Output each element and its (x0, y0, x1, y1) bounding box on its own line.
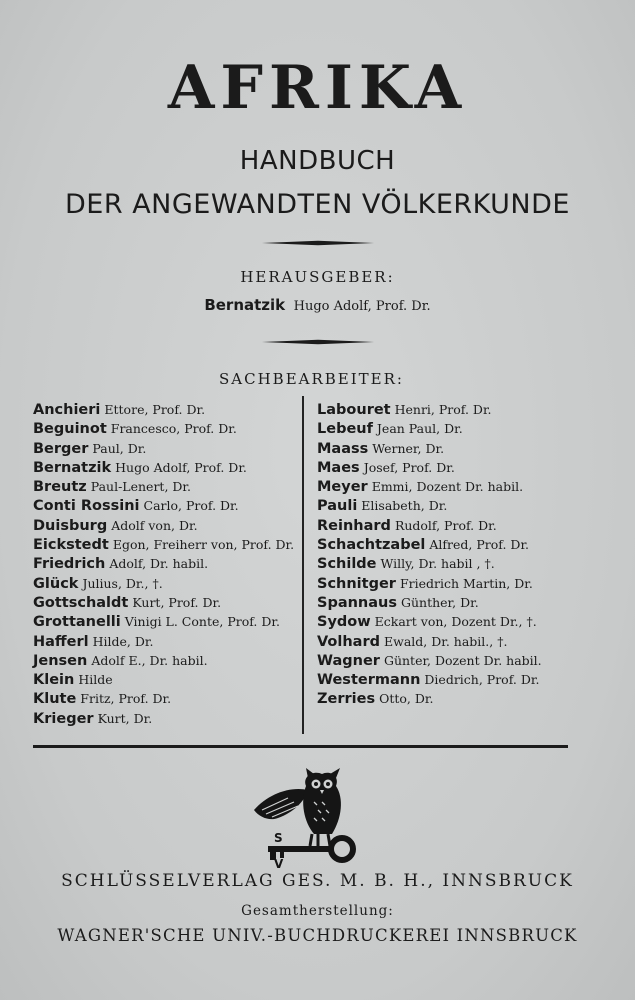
contributor-entry (317, 535, 617, 554)
contributor-entry (33, 651, 298, 670)
contributor-entry (317, 496, 617, 515)
contributor-entry (317, 554, 617, 573)
contributor-entry (317, 458, 617, 477)
contributor-surname: Meyer (317, 479, 368, 496)
contributor-surname: Wagner (317, 652, 380, 669)
herausgeber-surname: Bernatzik (204, 296, 286, 314)
contributors-right-column (317, 400, 617, 709)
contributor-details: Rudolf, Prof. Dr. (394, 517, 497, 533)
contributor-details: Ewald, Dr. habil., †. (384, 633, 508, 649)
contributor-entry (33, 458, 298, 477)
contributor-entry (33, 670, 298, 689)
contributor-entry (317, 689, 617, 708)
subtitle-voelkerkunde: DER ANGEWANDTEN VÖLKERKUNDE (65, 189, 570, 220)
subtitle-handbuch: HANDBUCH (239, 146, 396, 176)
contributor-surname: Klute (33, 691, 77, 708)
contributor-entry (33, 554, 298, 573)
gesamtherstellung-label: Gesamtherstellung: (241, 903, 394, 919)
contributor-entry (317, 574, 617, 593)
contributor-surname: Schachtzabel (317, 537, 426, 554)
contributor-details: Fritz, Prof. Dr. (80, 691, 172, 707)
contributor-surname: Labouret (317, 402, 391, 418)
svg-text:V: V (274, 857, 284, 868)
contributor-entry (33, 535, 298, 554)
svg-text:S: S (274, 831, 283, 845)
contributor-surname: Krieger (33, 710, 94, 727)
contributor-entry (33, 496, 298, 515)
contributor-details: Diedrich, Prof. Dr. (424, 672, 540, 688)
contributor-surname: Eickstedt (33, 537, 109, 554)
contributor-surname: Gottschaldt (33, 594, 129, 611)
contributor-entry (33, 593, 298, 612)
contributor-entry (33, 709, 298, 728)
contributor-details: Willy, Dr. habil , †. (380, 556, 495, 572)
contributor-details: Paul, Dr. (92, 440, 147, 456)
contributor-entry (33, 612, 298, 631)
contributor-surname: Maes (317, 459, 360, 476)
contributor-surname: Reinhard (317, 517, 391, 534)
contributor-details: Emmi, Dozent Dr. habil. (371, 479, 524, 495)
contributor-details: Adolf E., Dr. habil. (91, 652, 208, 668)
book-title: AFRIKA (167, 53, 468, 123)
contributor-details: Adolf, Dr. habil. (109, 556, 209, 572)
contributor-details: Adolf von, Dr. (111, 517, 198, 533)
contributor-entry (33, 516, 298, 535)
contributor-details: Paul-Lenert, Dr. (90, 479, 191, 495)
contributor-details: Eckart von, Dozent Dr., †. (374, 614, 537, 630)
contributor-details: Elisabeth, Dr. (361, 498, 448, 514)
contributor-surname: Schnitger (317, 575, 396, 592)
herausgeber-details: Hugo Adolf, Prof. Dr. (293, 299, 431, 314)
contributor-surname: Friedrich (33, 556, 106, 573)
contributor-surname: Berger (33, 440, 89, 457)
contributor-entry (317, 419, 617, 438)
contributor-details: Kurt, Prof. Dr. (132, 594, 222, 610)
contributor-surname: Spannaus (317, 594, 397, 611)
column-divider (302, 396, 304, 734)
contributor-surname: Klein (33, 672, 75, 689)
contributor-surname: Grottanelli (33, 614, 121, 631)
ornament-rule-icon (262, 240, 374, 246)
printer-line: WAGNER'SCHE UNIV.-BUCHDRUCKEREI INNSBRUCK (57, 926, 578, 945)
contributor-details: Hilde (78, 672, 113, 688)
contributor-surname: Breutz (33, 479, 87, 496)
contributor-surname: Hafferl (33, 633, 89, 650)
contributor-entry (33, 477, 298, 496)
contributor-entry (33, 632, 298, 651)
contributor-surname: Conti Rossini (33, 498, 140, 515)
contributors-left-column (33, 400, 298, 728)
contributor-entry (33, 689, 298, 708)
contributor-entry (317, 670, 617, 689)
contributor-entry (33, 439, 298, 458)
contributor-surname: Bernatzik (33, 459, 112, 476)
contributor-entry (317, 612, 617, 631)
contributor-entry (317, 400, 617, 419)
contributor-details: Otto, Dr. (379, 691, 434, 707)
contributor-surname: Lebeuf (317, 421, 373, 438)
contributor-surname: Glück (33, 575, 79, 592)
contributor-surname: Sydow (317, 614, 371, 631)
contributor-surname: Beguinot (33, 421, 107, 438)
owl-key-icon (248, 768, 360, 868)
contributor-details: Josef, Prof. Dr. (363, 459, 455, 475)
contributor-details: Julius, Dr., †. (82, 575, 163, 591)
contributor-surname: Schilde (317, 556, 377, 573)
contributor-surname: Zerries (317, 691, 376, 708)
contributor-details: Alfred, Prof. Dr. (429, 537, 530, 553)
contributor-surname: Westermann (317, 672, 421, 689)
contributor-entry (317, 516, 617, 535)
contributor-entry (317, 477, 617, 496)
ornament-rule-icon (262, 339, 374, 345)
contributor-surname: Jensen (33, 652, 88, 669)
contributor-surname: Maass (317, 440, 369, 457)
contributor-details: Henri, Prof. Dr. (394, 402, 492, 417)
contributor-details: Werner, Dr. (372, 440, 445, 456)
contributor-details: Hugo Adolf, Prof. Dr. (115, 459, 247, 475)
contributor-entry (33, 574, 298, 593)
publisher-line: SCHLÜSSELVERLAG GES. M. B. H., INNSBRUCK (61, 871, 574, 891)
contributor-details: Hilde, Dr. (92, 633, 154, 649)
contributor-surname: Anchieri (33, 402, 101, 418)
contributor-surname: Pauli (317, 498, 358, 515)
contributor-entry (317, 439, 617, 458)
contributor-details: Günter, Dozent Dr. habil. (383, 652, 542, 668)
contributor-surname: Duisburg (33, 517, 108, 534)
contributor-entry (317, 632, 617, 651)
contributor-details: Friedrich Martin, Dr. (399, 575, 533, 591)
contributor-details: Egon, Freiherr von, Prof. Dr. (112, 537, 295, 553)
contributor-details: Vinigi L. Conte, Prof. Dr. (124, 614, 280, 630)
herausgeber-name (0, 298, 635, 313)
contributor-details: Jean Paul, Dr. (376, 421, 463, 437)
contributor-details: Günther, Dr. (401, 594, 479, 610)
contributor-details: Francesco, Prof. Dr. (110, 421, 237, 437)
contributor-entry (33, 400, 298, 419)
contributor-details: Ettore, Prof. Dr. (104, 402, 206, 417)
contributor-details: Kurt, Dr. (97, 710, 153, 726)
contributor-surname: Volhard (317, 633, 380, 650)
contributor-entry (317, 593, 617, 612)
contributor-details: Carlo, Prof. Dr. (143, 498, 239, 514)
herausgeber-label: HERAUSGEBER: (240, 268, 395, 286)
horizontal-divider (33, 745, 568, 748)
contributor-entry (33, 419, 298, 438)
contributor-entry (317, 651, 617, 670)
sachbearbeiter-label: SACHBEARBEITER: (219, 370, 404, 388)
